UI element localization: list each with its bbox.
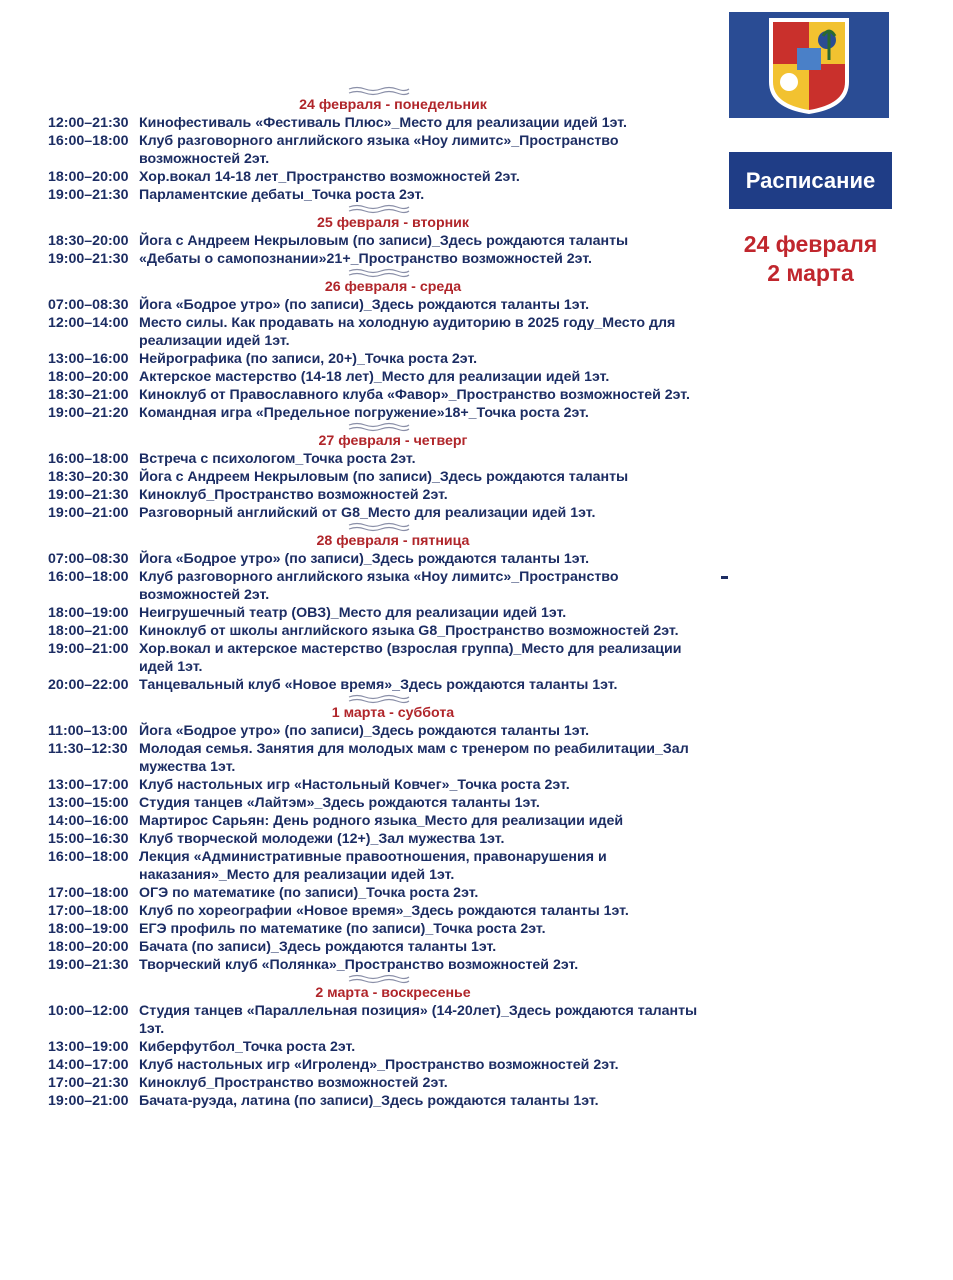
event-row xyxy=(48,186,708,204)
event-text: Клуб творческой молодежи (12+)_Зал мужества 1эт. xyxy=(139,831,505,847)
event-text: Хор.вокал 14-18 лет_Пространство возможностей 2эт. xyxy=(139,169,520,185)
event-time: 10:00–12:00 xyxy=(48,1003,129,1019)
event-time: 13:00–16:00 xyxy=(48,351,129,367)
event-text: «Дебаты о самопознании»21+_Пространство возможностей 2эт. xyxy=(139,251,592,267)
event-row xyxy=(48,956,708,974)
day-title: 25 февраля - вторник xyxy=(316,215,470,231)
event-text: Бачата (по записи)_Здесь рождаются таланты 1эт. xyxy=(139,939,497,955)
event-row xyxy=(48,404,708,422)
event-row xyxy=(48,386,708,404)
event-text: Лекция «Административные правоотношения, правонарушения и наказания»_Место для реализации идей 1эт. xyxy=(139,849,607,883)
day-title: 2 марта - воскресенье xyxy=(315,985,471,1001)
event-time: 19:00–21:00 xyxy=(48,641,129,657)
event-time: 18:00–19:00 xyxy=(48,605,129,621)
day-title: 28 февраля - пятница xyxy=(316,533,470,549)
day-title: 1 марта - суббота xyxy=(331,705,455,721)
event-time: 19:00–21:00 xyxy=(48,505,129,521)
event-text: Хор.вокал и актерское мастерство (взрослая группа)_Место для реализации идей 1эт. xyxy=(139,641,682,675)
event-time: 14:00–16:00 xyxy=(48,813,129,829)
event-row xyxy=(48,296,708,314)
day-block xyxy=(48,86,708,204)
event-time: 18:00–20:00 xyxy=(48,169,129,185)
wave-divider-icon xyxy=(345,86,411,96)
event-time: 16:00–18:00 xyxy=(48,849,129,865)
event-time: 17:00–18:00 xyxy=(48,885,129,901)
wave-divider-icon xyxy=(345,974,411,984)
event-time: 20:00–22:00 xyxy=(48,677,129,693)
schedule xyxy=(48,86,708,1110)
event-text: Парламентские дебаты_Точка роста 2эт. xyxy=(139,187,425,203)
event-row xyxy=(48,902,708,920)
date-range xyxy=(729,230,892,288)
event-time: 14:00–17:00 xyxy=(48,1057,129,1073)
event-text: Неигрушечный театр (ОВЗ)_Место для реализации идей 1эт. xyxy=(139,605,567,621)
event-time: 07:00–08:30 xyxy=(48,551,129,567)
event-time: 18:00–20:00 xyxy=(48,939,129,955)
event-time: 18:00–19:00 xyxy=(48,921,129,937)
event-time: 16:00–18:00 xyxy=(48,133,129,149)
event-time: 18:30–21:00 xyxy=(48,387,129,403)
day-title: 27 февраля - четверг xyxy=(318,433,468,449)
event-time: 18:00–21:00 xyxy=(48,623,129,639)
event-text: Студия танцев «Лайтэм»_Здесь рождаются таланты 1эт. xyxy=(139,795,540,811)
event-time: 11:00–13:00 xyxy=(48,723,128,739)
event-row xyxy=(48,1092,708,1110)
event-row xyxy=(48,132,708,168)
event-row xyxy=(48,450,708,468)
event-text: Танцевальный клуб «Новое время»_Здесь рождаются таланты 1эт. xyxy=(139,677,618,693)
event-row xyxy=(48,722,708,740)
event-row xyxy=(48,1056,708,1074)
event-text: Йога «Бодрое утро» (по записи)_Здесь рождаются таланты 1эт. xyxy=(139,723,590,739)
event-text: Кинофестиваль «Фестиваль Плюс»_Место для реализации идей 1эт. xyxy=(139,115,627,131)
day-block xyxy=(48,268,708,422)
wave-divider-icon xyxy=(345,522,411,532)
event-text: Актерское мастерство (14-18 лет)_Место для реализации идей 1эт. xyxy=(139,369,610,385)
event-time: 15:00–16:30 xyxy=(48,831,129,847)
event-time: 11:30–12:30 xyxy=(48,741,128,757)
day-title: 24 февраля - понедельник xyxy=(299,97,487,113)
event-time: 12:00–21:30 xyxy=(48,115,129,131)
event-time: 13:00–17:00 xyxy=(48,777,129,793)
event-time: 12:00–14:00 xyxy=(48,315,129,331)
event-row xyxy=(48,622,708,640)
event-row xyxy=(48,740,708,776)
event-row xyxy=(48,168,708,186)
event-row xyxy=(48,848,708,884)
event-time: 13:00–19:00 xyxy=(48,1039,129,1055)
event-text: Встреча с психологом_Точка роста 2эт. xyxy=(139,451,416,467)
event-time: 18:30–20:00 xyxy=(48,233,129,249)
event-time: 19:00–21:30 xyxy=(48,957,129,973)
event-text: ЕГЭ профиль по математике (по записи)_Точка роста 2эт. xyxy=(139,921,546,937)
event-time: 19:00–21:00 xyxy=(48,1093,129,1109)
divider-dash xyxy=(721,576,728,579)
event-time: 19:00–21:30 xyxy=(48,187,129,203)
event-row xyxy=(48,920,708,938)
event-text: Йога с Андреем Некрыловым (по записи)_Здесь рождаются таланты xyxy=(139,233,629,249)
event-text: Йога с Андреем Некрыловым (по записи)_Здесь рождаются таланты xyxy=(139,469,629,485)
event-time: 13:00–15:00 xyxy=(48,795,129,811)
event-row xyxy=(48,350,708,368)
event-text: Киноклуб_Пространство возможностей 2эт. xyxy=(139,487,448,503)
wave-divider-icon xyxy=(345,204,411,214)
event-text: Киноклуб от школы английского языка G8_Пространство возможностей 2эт. xyxy=(139,623,679,639)
event-text: Клуб по хореографии «Новое время»_Здесь рождаются таланты 1эт. xyxy=(139,903,629,919)
event-row xyxy=(48,232,708,250)
wave-divider-icon xyxy=(345,422,411,432)
event-time: 18:00–20:00 xyxy=(48,369,129,385)
event-row xyxy=(48,640,708,676)
event-row xyxy=(48,812,708,830)
event-text: Йога «Бодрое утро» (по записи)_Здесь рождаются таланты 1эт. xyxy=(139,297,590,313)
event-time: 19:00–21:30 xyxy=(48,251,129,267)
day-block xyxy=(48,694,708,974)
event-row xyxy=(48,884,708,902)
event-row xyxy=(48,314,708,350)
wave-divider-icon xyxy=(345,268,411,278)
date-to: 2 марта xyxy=(767,260,854,286)
event-row xyxy=(48,776,708,794)
event-row xyxy=(48,604,708,622)
sochi-coat-of-arms-icon xyxy=(729,12,889,118)
event-text: Йога «Бодрое утро» (по записи)_Здесь рождаются таланты 1эт. xyxy=(139,551,590,567)
event-text: Нейрографика (по записи, 20+)_Точка роста 2эт. xyxy=(139,351,478,367)
event-text: Молодая семья. Занятия для молодых мам с тренером по реабилитации_Зал мужества 1эт. xyxy=(139,741,689,775)
day-block xyxy=(48,422,708,522)
event-time: 16:00–18:00 xyxy=(48,451,129,467)
event-text: Киноклуб_Пространство возможностей 2эт. xyxy=(139,1075,448,1091)
event-row xyxy=(48,1074,708,1092)
event-text: Клуб разговорного английского языка «Ноу лимитс»_Пространство возможностей 2эт. xyxy=(139,133,619,167)
event-row xyxy=(48,468,708,486)
event-text: Бачата-руэда, латина (по записи)_Здесь рождаются таланты 1эт. xyxy=(139,1093,599,1109)
event-text: Мартирос Сарьян: День родного языка_Место для реализации идей xyxy=(139,813,624,829)
event-time: 07:00–08:30 xyxy=(48,297,129,313)
event-text: Место силы. Как продавать на холодную аудиторию в 2025 году_Место для реализации идей 1эт. xyxy=(139,315,676,349)
event-text: Клуб настольных игр «Игроленд»_Пространство возможностей 2эт. xyxy=(139,1057,619,1073)
day-block xyxy=(48,974,708,1110)
event-row xyxy=(48,368,708,386)
event-text: Разговорный английский от G8_Место для реализации идей 1эт. xyxy=(139,505,596,521)
event-row xyxy=(48,550,708,568)
event-time: 16:00–18:00 xyxy=(48,569,129,585)
event-row xyxy=(48,504,708,522)
day-title: 26 февраля - среда xyxy=(324,279,462,295)
event-text: Клуб настольных игр «Настольный Ковчег»_Точка роста 2эт. xyxy=(139,777,570,793)
day-block xyxy=(48,204,708,268)
event-time: 17:00–21:30 xyxy=(48,1075,129,1091)
event-row xyxy=(48,250,708,268)
event-row xyxy=(48,486,708,504)
event-time: 19:00–21:20 xyxy=(48,405,129,421)
wave-divider-icon xyxy=(345,694,411,704)
event-row xyxy=(48,1002,708,1038)
event-text: Киберфутбол_Точка роста 2эт. xyxy=(139,1039,356,1055)
event-row xyxy=(48,830,708,848)
event-time: 18:30–20:30 xyxy=(48,469,129,485)
event-text: Творческий клуб «Полянка»_Пространство возможностей 2эт. xyxy=(139,957,579,973)
event-row xyxy=(48,794,708,812)
day-block xyxy=(48,522,708,694)
event-text: Командная игра «Предельное погружение»18+_Точка роста 2эт. xyxy=(139,405,589,421)
event-row xyxy=(48,676,708,694)
event-row xyxy=(48,1038,708,1056)
event-row xyxy=(48,568,708,604)
event-text: Киноклуб от Православного клуба «Фавор»_Пространство возможностей 2эт. xyxy=(139,387,690,403)
event-text: Клуб разговорного английского языка «Ноу лимитс»_Пространство возможностей 2эт. xyxy=(139,569,619,603)
schedule-title: Расписание xyxy=(729,152,892,209)
event-row xyxy=(48,938,708,956)
event-text: Студия танцев «Параллельная позиция» (14-20лет)_Здесь рождаются таланты 1эт. xyxy=(139,1003,698,1037)
event-row xyxy=(48,114,708,132)
date-from: 24 февраля xyxy=(743,231,878,257)
event-time: 17:00–18:00 xyxy=(48,903,129,919)
event-time: 19:00–21:30 xyxy=(48,487,129,503)
event-text: ОГЭ по математике (по записи)_Точка роста 2эт. xyxy=(139,885,479,901)
